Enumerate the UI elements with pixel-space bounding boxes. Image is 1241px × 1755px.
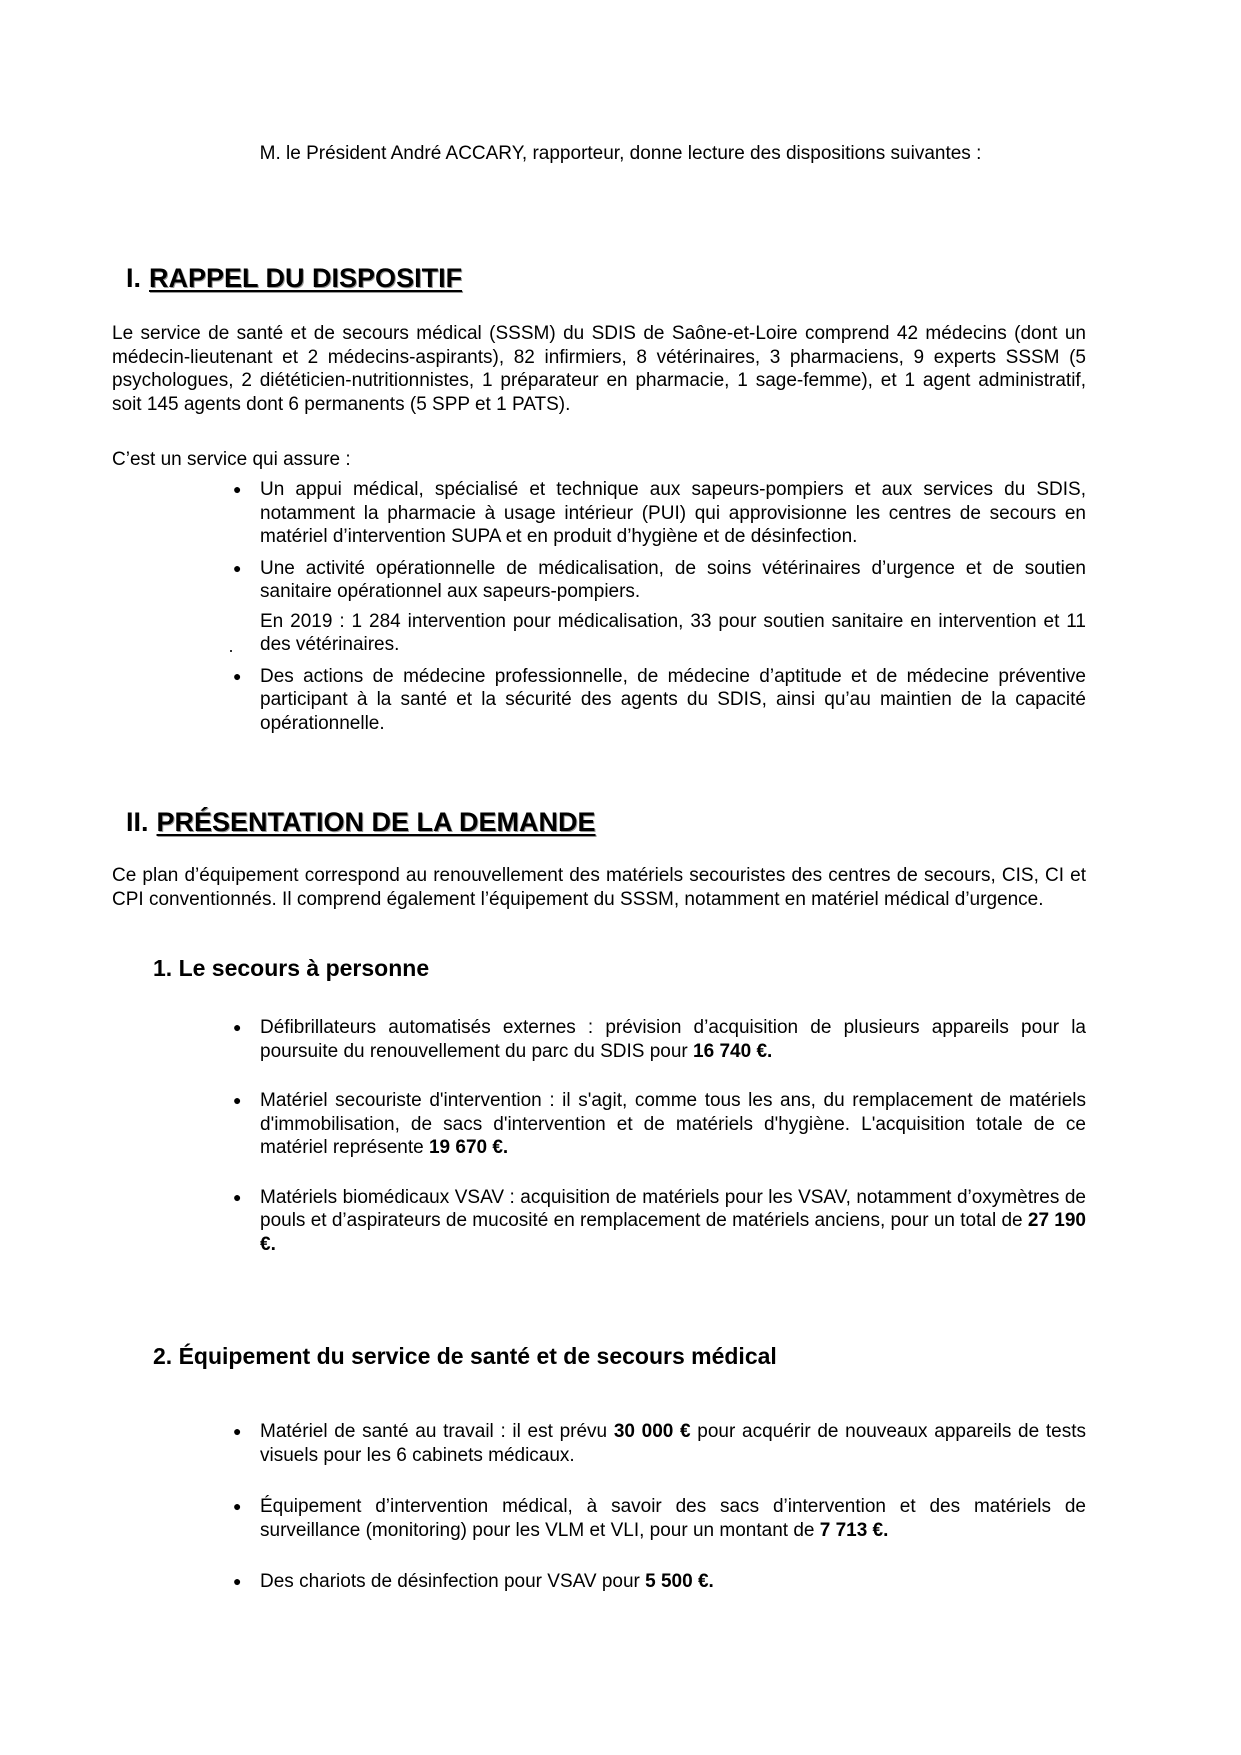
subsection-1-list	[0, 1016, 1086, 1256]
subsection-1-title: 1. Le secours à personne	[153, 955, 430, 981]
section-1-number: I.	[126, 263, 142, 293]
section-2-title: PRÉSENTATION DE LA DEMANDE	[156, 807, 596, 837]
bullet-icon: ●	[233, 1019, 242, 1035]
list-item-extra-text: En 2019 : 1 284 intervention pour médicalisation, 33 pour soutien sanitaire en intervention et 11 des vétérinaires.	[260, 610, 1086, 655]
bullet-icon: ●	[233, 1573, 242, 1589]
section-1-heading	[126, 262, 462, 294]
section-2-number: II.	[126, 807, 149, 837]
list-item-text: Des chariots de désinfection pour VSAV pour 5 500 €.	[260, 1571, 714, 1592]
list-item	[0, 1570, 1086, 1594]
section-2-heading	[126, 806, 596, 838]
list-item-text: Équipement d’intervention médical, à savoir des sacs d’intervention et des matériels de surveillance (monitoring) pour les VLM et VLI, pour un montant de 7 713 €.	[260, 1496, 1086, 1541]
bullet-icon: ●	[233, 1092, 242, 1108]
bullet-icon: ●	[233, 559, 242, 576]
bullet-icon: ●	[233, 1423, 242, 1439]
list-item	[0, 1089, 1086, 1160]
amount: 27 190 €.	[260, 1210, 1086, 1255]
section-1-lead: C’est un service qui assure :	[112, 449, 351, 470]
list-item	[0, 1420, 1086, 1467]
list-item	[0, 1016, 1086, 1063]
intro-line: M. le Président André ACCARY, rapporteur, donne lecture des dispositions suivantes :	[259, 143, 982, 164]
subsection-2-title: 2. Équipement du service de santé et de secours médical	[153, 1343, 777, 1369]
section-2-paragraph: Ce plan d’équipement correspond au renouvellement des matériels secouristes des centres de secours, CIS, CI et CPI conventionnés. Il comprend également l’équipement du SSSM, notamment en matériel médical d’urgence.	[112, 865, 1086, 910]
bullet-icon: ●	[233, 1188, 242, 1205]
amount: 16 740 €.	[693, 1040, 773, 1062]
list-item-text: Matériel de santé au travail : il est prévu 30 000 € pour acquérir de nouveaux appareils de tests visuels pour les 6 cabinets médicaux.	[260, 1421, 1086, 1466]
list-item-text: Une activité opérationnelle de médicalisation, de soins vétérinaires d’urgence et de soutien sanitaire opérationnel aux sapeurs-pompiers.	[260, 557, 1086, 602]
amount: 7 713 €.	[819, 1519, 889, 1541]
list-item-text: Défibrillateurs automatisés externes : prévision d’acquisition de plusieurs appareils pour la poursuite du renouvellement du parc du SDIS pour 16 740 €.	[260, 1017, 1086, 1062]
list-item-text: Matériel secouriste d'intervention : il s'agit, comme tous les ans, du remplacement de matériels d'immobilisation, de sacs d'intervention et de matériels d'hygiène. L'acquisition totale de ce matériel représente 19 670 €.	[260, 1090, 1086, 1158]
bullet-icon: ●	[233, 667, 242, 684]
section-1-paragraph: Le service de santé et de secours médical (SSSM) du SDIS de Saône-et-Loire comprend 42 médecins (dont un médecin-lieutenant et 2 médecins-aspirants), 82 infirmiers, 8 vétérinaires, 3 pharmaciens, 9 experts SSSM (5 psychologues, 2 diététicien-nutritionnistes, 1 préparateur en pharmacie, 1 sage-femme), et 1 agent administratif, soit 145 agents dont 6 permanents (5 SPP et 1 PATS).	[112, 323, 1086, 415]
amount: 19 670 €.	[428, 1137, 509, 1158]
list-item	[0, 665, 1086, 736]
list-item	[0, 1495, 1086, 1542]
stray-mark	[230, 650, 232, 652]
section-1-bullet-list	[0, 478, 1086, 735]
bullet-icon: ●	[233, 1498, 242, 1514]
list-item-text: Un appui médical, spécialisé et technique aux sapeurs-pompiers et aux services du SDIS, notamment la pharmacie à usage intérieur (PUI) qui approvisionne les centres de secours en matériel d’intervention SUPA et en produit d’hygiène et de désinfection.	[260, 479, 1086, 547]
section-1-title: RAPPEL DU DISPOSITIF	[149, 263, 463, 293]
list-item-text: Des actions de médecine professionnelle, de médecine d’aptitude et de médecine préventive participant à la santé et la sécurité des agents du SDIS, ainsi qu’au maintien de la capacité opérationnelle.	[260, 665, 1086, 734]
list-item-text: Matériels biomédicaux VSAV : acquisition de matériels pour les VSAV, notamment d’oxymètres de pouls et d’aspirateurs de mucosité en remplacement de matériels anciens, pour un total de 27 190 €.	[260, 1186, 1086, 1255]
list-item	[0, 1186, 1086, 1257]
subsection-2-list	[0, 1420, 1086, 1594]
amount: 5 500 €.	[645, 1571, 714, 1592]
bullet-icon: ●	[233, 481, 242, 497]
list-item	[0, 478, 1086, 549]
amount: 30 000 €	[613, 1421, 691, 1442]
list-item	[0, 557, 1086, 657]
